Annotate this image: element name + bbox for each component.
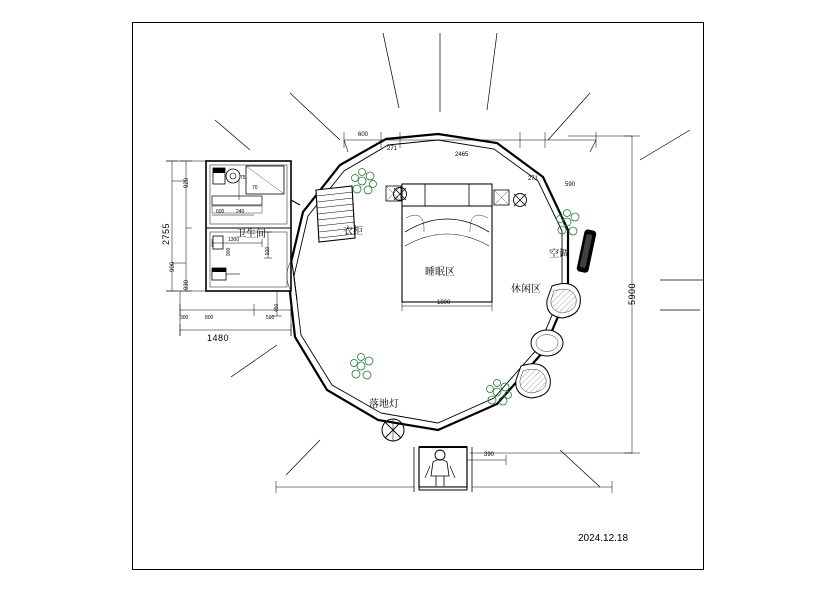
dim-bath-3: 800 [205,315,214,321]
dim-bed-width: 1800 [437,300,451,306]
dim-left-1: 920 [184,177,190,188]
side-table-round [531,330,563,356]
lounge-chair-lower [516,364,551,398]
room-label-floor-lamp: 落地灯 [369,399,399,410]
dim-small-5: 900 [226,247,232,256]
room-label-leisure-area: 休闲区 [511,284,541,295]
dim-left-2: 900 [170,261,176,272]
floor-lamp-symbol [382,419,404,441]
dim-bath-2: 920 [265,246,271,255]
dim-overall-height: 5900 [627,282,637,305]
dim-top-2: 271 [387,146,398,152]
dim-bath-1: 1300 [228,237,240,243]
headboard [402,184,492,206]
lounge-chair-upper [547,284,581,318]
room-label-bathroom: 卫生间 [236,229,266,240]
dim-small-2: 70 [252,185,258,191]
dim-top-5: 590 [565,182,576,188]
dim-left-stack-total: 2755 [161,222,171,245]
ac-unit [577,229,596,272]
dim-bath-4: 590 [266,315,275,321]
dim-small-4: 240 [236,209,245,215]
dim-small-7: 300 [180,315,189,321]
dim-door-width: 390 [484,452,495,458]
dim-top-1: 600 [358,132,369,138]
room-label-air-conditioner: 空调 [549,249,569,260]
drawing-date: 2024.12.18 [578,533,629,544]
dim-small-3: 600 [216,209,225,215]
room-label-wardrobe: 衣柜 [343,226,363,237]
entrance-door [414,447,472,492]
bed-group [386,184,509,302]
dim-top-3: 2465 [455,152,469,158]
dim-bottom-width: 1480 [207,333,230,343]
dim-small-1: 75 [240,175,246,181]
dim-top-4: 271 [528,176,539,182]
dim-left-3: 930 [184,279,190,290]
room-label-sleeping-area: 睡眠区 [425,267,455,278]
dim-small-6: 450 [274,303,280,312]
